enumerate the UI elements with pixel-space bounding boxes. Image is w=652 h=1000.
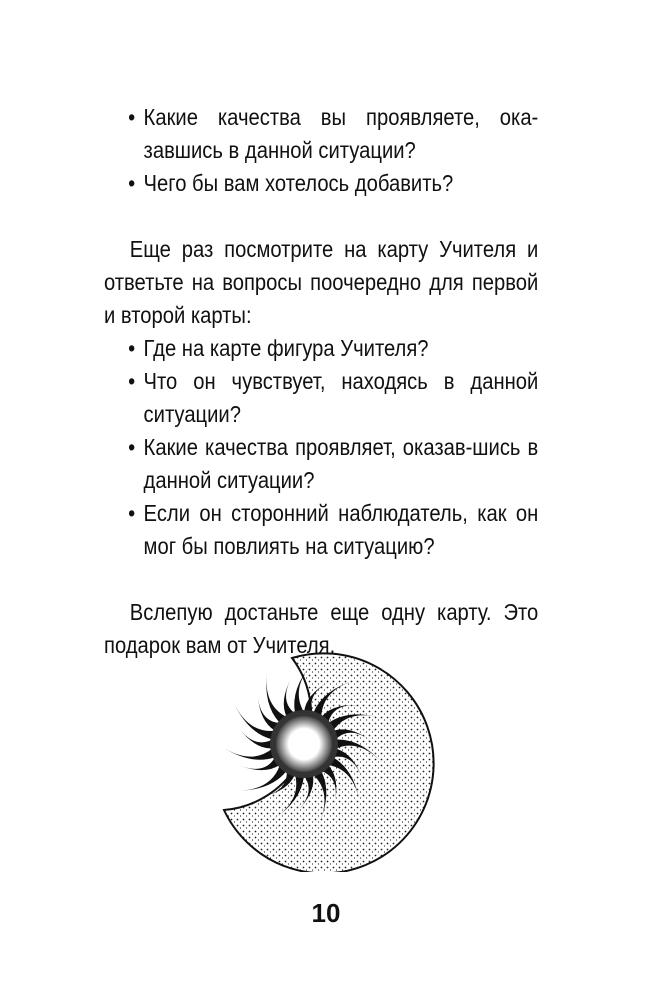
sun-core [276, 716, 332, 772]
question-list-1 [104, 101, 538, 200]
list-item: • Если он сторонний наблюдатель, как он мог бы повлиять на ситуацию? [104, 497, 538, 563]
paragraph-closing: Вслепую достаньте еще одну карту. Это подарок вам от Учителя. [104, 599, 539, 658]
paragraph-intro: Еще раз посмотрите на карту Учителя и ответьте на вопросы поочередно для первой и второй карты: [104, 236, 539, 328]
sun-ray [266, 671, 286, 723]
list-item: • Где на карте фигура Учителя? [104, 332, 538, 365]
question-list-2 [104, 332, 538, 563]
list-item: • Чего бы вам хотелось добавить? [104, 167, 538, 200]
list-item: • Какие качества проявляет, оказав-шись в данной ситуации? [104, 431, 538, 497]
sun-ray [222, 747, 275, 760]
sun-ray [284, 677, 295, 717]
sun-and-crescent-moon-icon [212, 650, 440, 872]
list-item: • Что он чувствует, находясь в данной ситуации? [104, 365, 538, 431]
page-text [104, 101, 538, 662]
list-item: • Какие качества вы проявляете, ока-завшись в данной ситуации? [104, 101, 538, 167]
page-number: 10 [311, 898, 341, 928]
